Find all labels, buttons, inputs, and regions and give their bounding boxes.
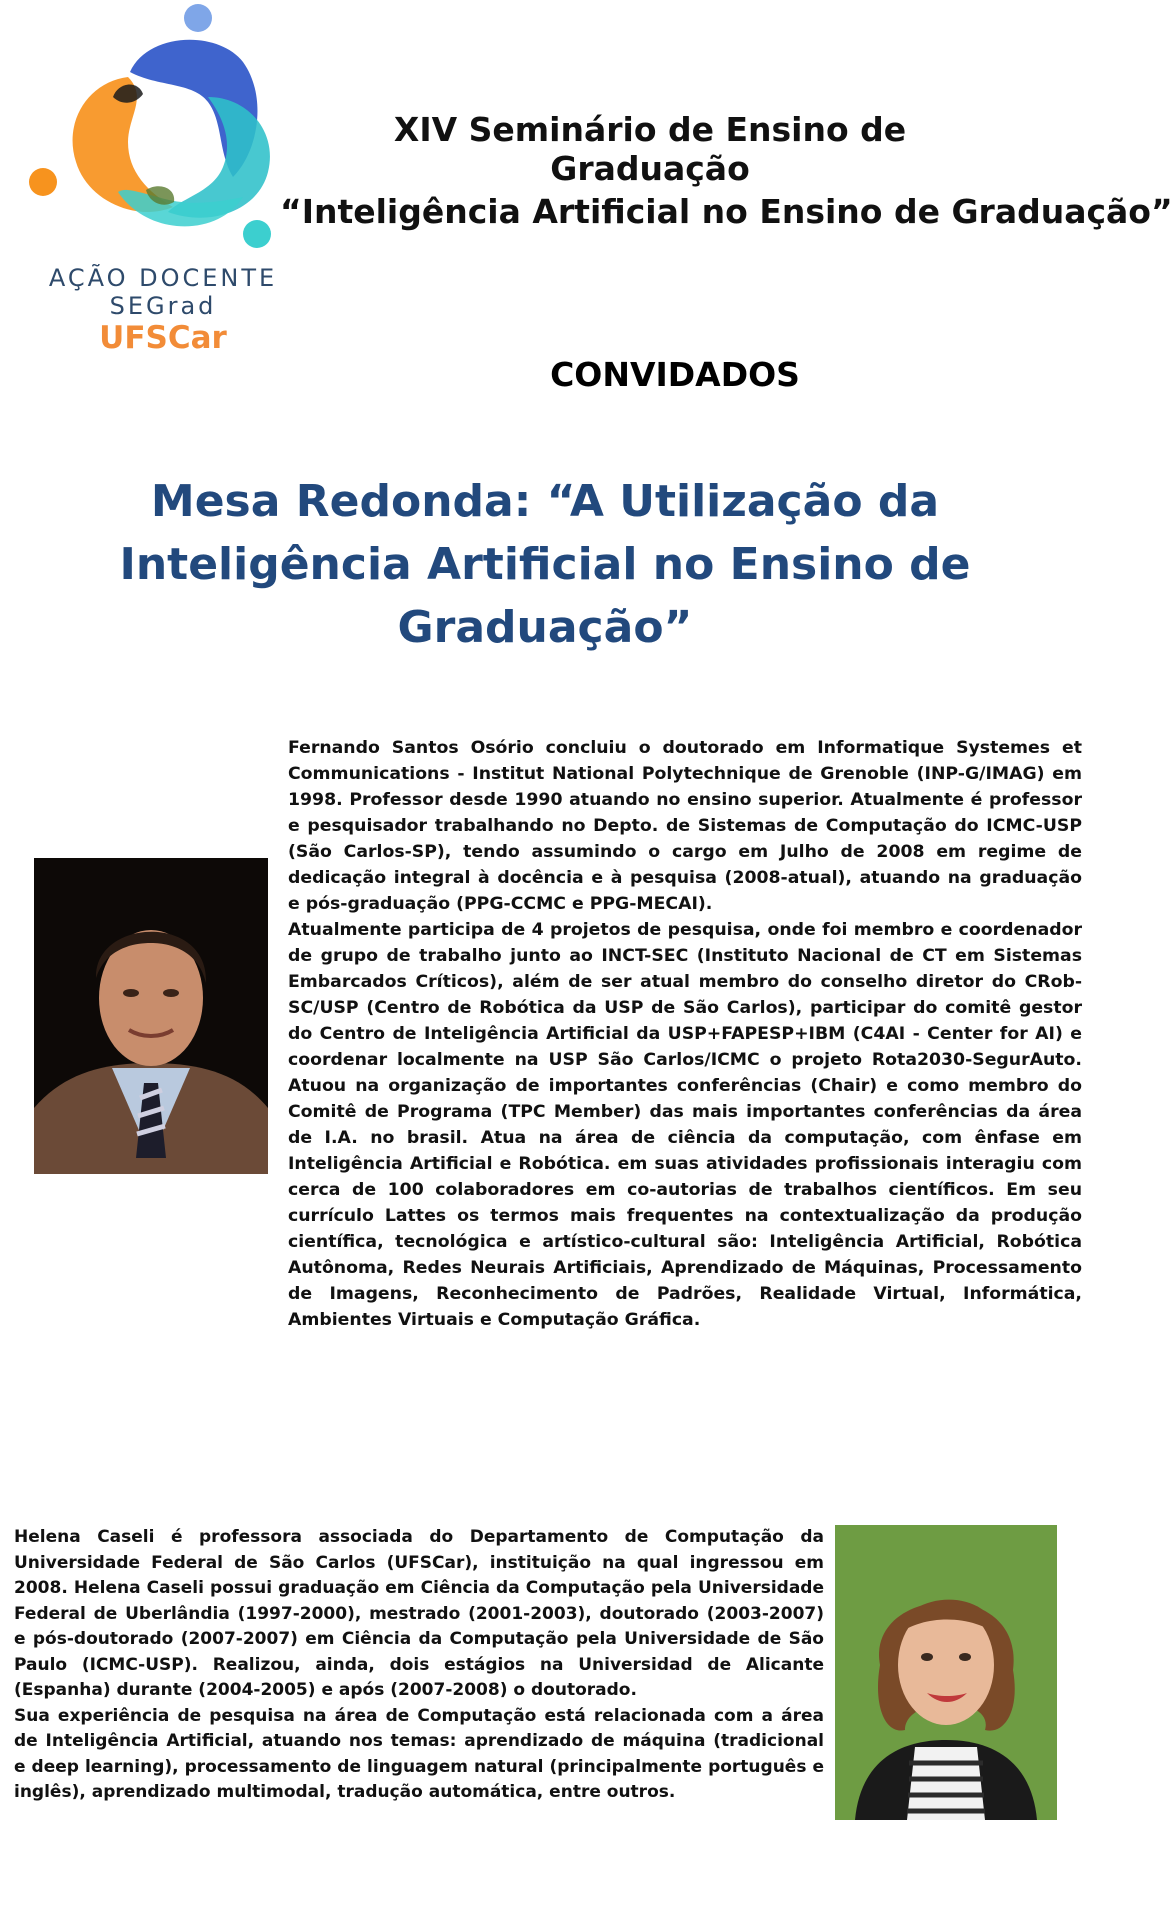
event-theme: “Inteligência Artificial no Ensino de Graduação” [280,192,1173,231]
bio-paragraph: Fernando Santos Osório concluiu o doutorado em Informatique Systemes et Communications - Institut National Polytechnique de Grenoble (INP-G/IMAG) em 1998. Professor desde 1990 atuando no ensino superior. Atualmente é professor e pesquisador trabalhando no Depto. de Sistemas de Computação do ICMC-USP (São Carlos-SP), tendo assumindo o cargo em Julho de 2008 em regime de dedicação integral à docência e à pesquisa (2008-atual), atuando na graduação e pós-graduação (PPG-CCMC e PPG-MECAI). [288,738,1082,914]
colorful-circular-logo-icon [18,2,308,262]
logo-text-acao-docente: AÇÃO DOCENTE [48,264,278,292]
speaker-photo-fernando [34,858,268,1174]
portrait-man-suit-photo [34,858,268,1174]
logo-text-ufscar: UFSCar [99,320,227,356]
bio-paragraph: Atualmente participa de 4 projetos de pesquisa, onde foi membro e coordenador de grupo de trabalho junto ao INCT-SEC (Instituto Nacional de CT em Sistemas Embarcados Críticos), além de ser atual membro do conselho diretor do CRob-SC/USP (Centro de Robótica da USP de São Carlos), participar do comitê gestor do Centro de Inteligência Artificial da USP+FAPESP+IBM (C4AI - Center for AI) e coordenar localmente na USP São Carlos/ICMC o projeto Rota2030-SegurAuto. Atuou na organização de importantes conferências (Chair) e como membro do Comitê de Programa (TPC Member) das mais importantes conferências da área de I.A. no brasil. Atua na área de ciência da computação, com ênfase em Inteligência Artificial e Robótica. em suas atividades profissionais interagiu com cerca de 100 colaboradores em co-autorias de trabalhos científicos. Em seu currículo Lattes os termos mais frequentes na contextualização da produção científica, tecnológica e artístico-cultural são: Inteligência Artificial, Robótica Autônoma, Redes Neurais Artificiais, Aprendizado de Máquinas, Processamento de Imagens, Reconhecimento de Padrões, Realidade Virtual, Informática, Ambientes Virtuais e Computação Gráfica. [288,920,1082,1330]
bio-paragraph: Helena Caseli é professora associada do Departamento de Computação da Universidade Federal de São Carlos (UFSCar), instituição na qual ingressou em 2008. Helena Caseli possui graduação em Ciência da Computação pela Universidade Federal de Uberlândia (1997-2000), mestrado (2001-2003), doutorado (2003-2007) e pós-doutorado (2007-2007) em Ciência da Computação pela Universidade de São Paulo (ICMC-USP). Realizou, ainda, dois estágios na Universidad de Alicante (Espanha) durante (2004-2005) e após (2007-2008) o doutorado. [14,1527,824,1700]
logo-text-segrad: SEGrad [109,292,217,320]
portrait-woman-curly-hair-photo [835,1525,1057,1820]
bio-paragraph: Sua experiência de pesquisa na área de Computação está relacionada com a área de Inteligência Artificial, atuando nos temas: aprendizado de máquina (tradicional e deep learning), processamento de linguagem natural (principalmente português e inglês), aprendizado multimodal, tradução automática, entre outros. [14,1705,824,1802]
speaker-photo-helena [835,1525,1057,1820]
event-title: XIV Seminário de Ensino de Graduação [393,110,907,188]
panel-title: Mesa Redonda: “A Utilização da Inteligência Artificial no Ensino de Graduação” [119,476,971,653]
logo [18,2,288,357]
section-title: CONVIDADOS [550,355,800,394]
speaker-bio-helena [14,1525,824,1806]
speaker-bio-fernando [288,735,1082,1333]
